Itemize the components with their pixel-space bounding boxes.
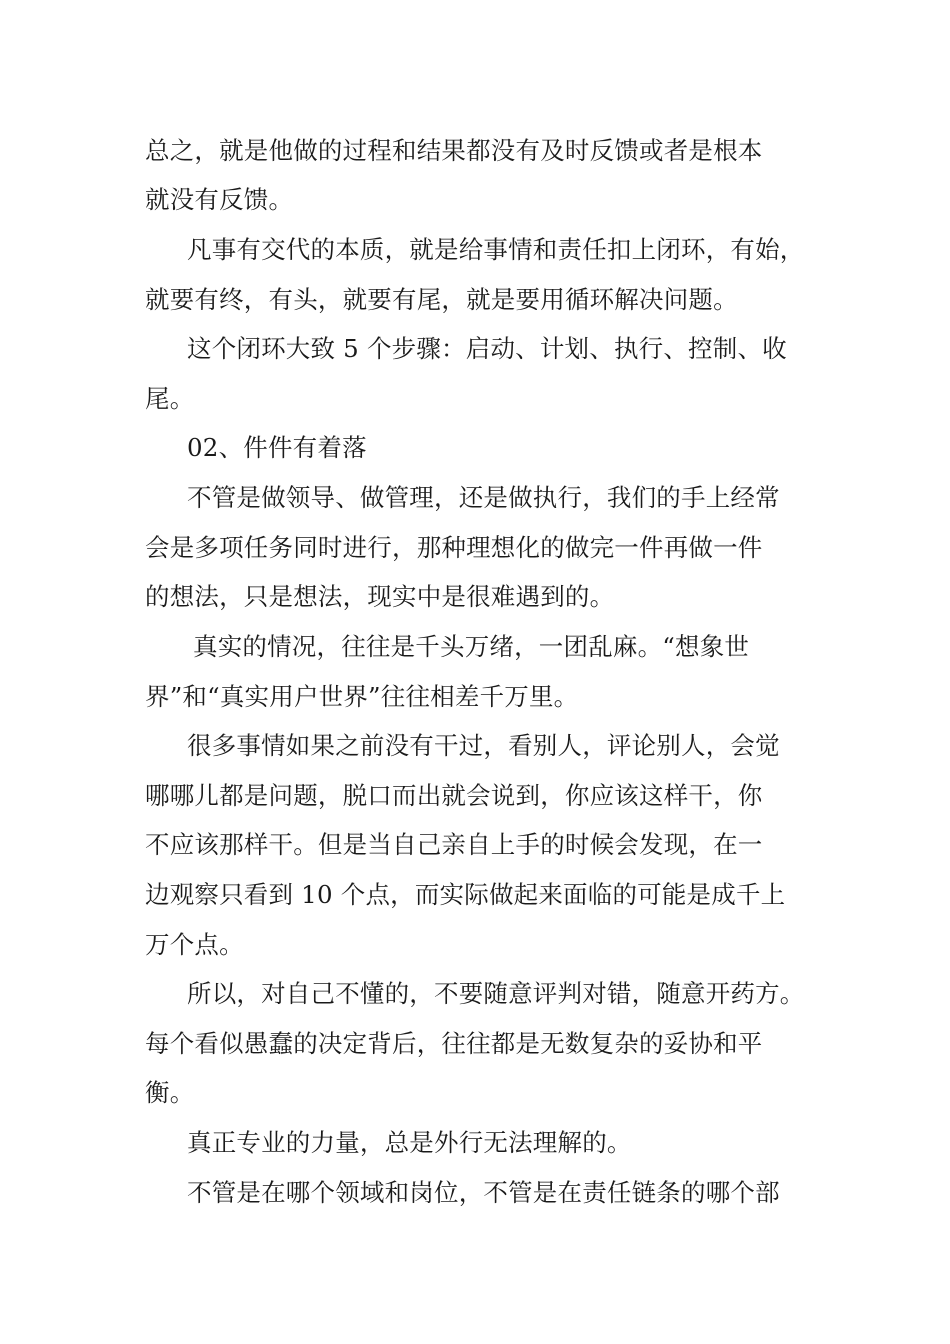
text-line: 所以，对自己不懂的，不要随意评判对错，随意开药方。 bbox=[187, 979, 805, 1008]
text-line: 很多事情如果之前没有干过，看别人，评论别人，会觉 bbox=[187, 731, 780, 760]
text-line: 不应该那样干。但是当自己亲自上手的时候会发现，在一 bbox=[145, 830, 763, 859]
text-line: 就没有反馈。 bbox=[145, 185, 294, 214]
text-line: 不管是做领导、做管理，还是做执行，我们的手上经常 bbox=[187, 483, 780, 512]
text-line: 凡事有交代的本质，就是给事情和责任扣上闭环，有始， bbox=[187, 235, 805, 264]
text-line: 会是多项任务同时进行，那种理想化的做完一件再做一件 bbox=[145, 533, 763, 562]
text-line: 的想法，只是想法，现实中是很难遇到的。 bbox=[145, 582, 615, 611]
text-line: 总之，就是他做的过程和结果都没有及时反馈或者是根本 bbox=[145, 136, 763, 165]
text-line: 真正专业的力量，总是外行无法理解的。 bbox=[187, 1128, 632, 1157]
section-heading: 02、件件有着落 bbox=[187, 433, 367, 462]
text-line: 衡。 bbox=[145, 1078, 195, 1107]
text-line: 真实的情况，往往是千头万绪，一团乱麻。“想象世 bbox=[193, 632, 750, 661]
text-line: 边观察只看到 10 个点，而实际做起来面临的可能是成千上 bbox=[145, 880, 786, 909]
text-line: 界”和“真实用户世界”往往相差千万里。 bbox=[145, 682, 579, 711]
text-line: 这个闭环大致 5 个步骤：启动、计划、执行、控制、收 bbox=[187, 334, 787, 363]
text-line: 万个点。 bbox=[145, 930, 244, 959]
text-line: 尾。 bbox=[145, 384, 195, 413]
text-line: 就要有终，有头，就要有尾，就是要用循环解决问题。 bbox=[145, 285, 738, 314]
text-line: 每个看似愚蠢的决定背后，往往都是无数复杂的妥协和平 bbox=[145, 1029, 763, 1058]
text-line: 哪哪儿都是问题，脱口而出就会说到，你应该这样干，你 bbox=[145, 781, 763, 810]
text-line: 不管是在哪个领域和岗位，不管是在责任链条的哪个部 bbox=[187, 1178, 780, 1207]
